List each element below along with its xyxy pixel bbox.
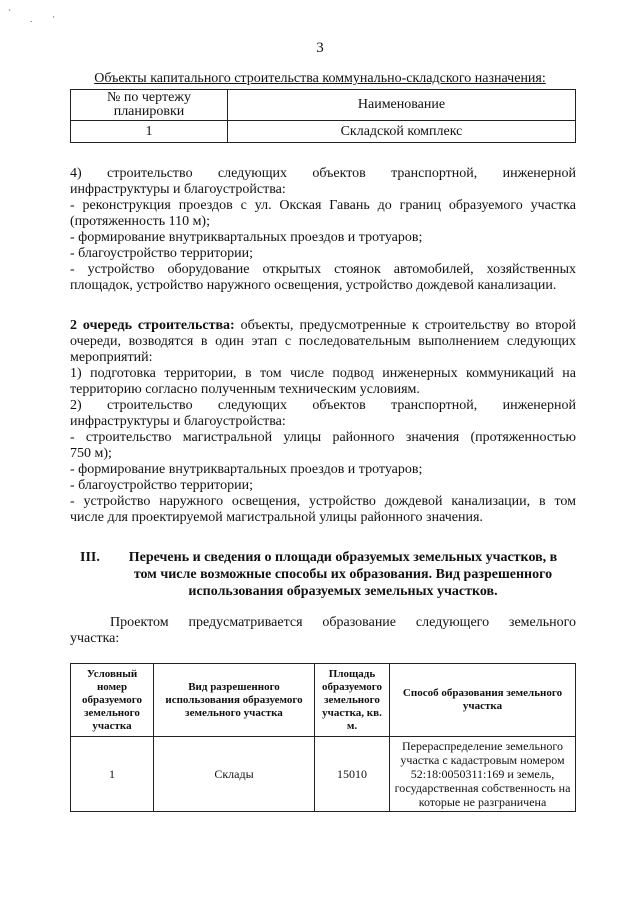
text-line: 1) подготовка территории, в том числе подвод инженерных коммуникаций на	[70, 366, 576, 381]
plots-cell-use: Склады	[154, 737, 315, 812]
text-line: 2 очередь строительства: объекты, предусмотренные к строительству во второй	[70, 318, 576, 333]
text-line: - реконструкция проездов с ул. Окская Гавань до границ образуемого участка	[70, 198, 576, 213]
section-4-block	[70, 166, 576, 294]
objects-table	[70, 89, 576, 143]
heading-line: том числе возможные способы их образования. Вид разрешенного	[133, 567, 553, 582]
text-line: - благоустройство территории;	[70, 478, 253, 493]
plots-header-number: Условный номер образуемого земельного участка	[71, 664, 154, 737]
text-line: Проектом предусматривается образование следующего земельного	[110, 615, 576, 630]
text-line: территорию согласно полученным техническим условиям.	[70, 382, 420, 397]
text-line: - благоустройство территории;	[70, 246, 253, 261]
plots-header-area: Площадь образуемого земельного участка, кв. м.	[315, 664, 390, 737]
objects-header-number: № по чертежу планировки	[71, 90, 228, 121]
plots-table	[70, 663, 576, 812]
text-line: участка:	[70, 631, 120, 646]
objects-cell-name: Складской комплекс	[228, 121, 576, 143]
text-line: площадок, устройство наружного освещения, устройство дождевой канализации.	[70, 278, 557, 293]
text-line: - формирование внутриквартальных проездов и тротуаров;	[70, 230, 423, 245]
plots-cell-method: Перераспределение земельного участка с кадастровым номером 52:18:0050311:169 и земель, государственная собственность на которые не разграничена	[390, 737, 576, 812]
table-row	[71, 737, 576, 812]
text-line: 4) строительство следующих объектов транспортной, инженерной	[70, 166, 576, 181]
text-line: 750 м);	[70, 446, 112, 461]
text-line: числе для проектируемой магистральной улицы районного значения.	[70, 510, 483, 525]
objects-cell-number: 1	[71, 121, 228, 143]
text-line: инфраструктуры и благоустройства:	[70, 414, 286, 429]
heading-line: использования образуемых земельных участков.	[188, 584, 498, 599]
text-line: инфраструктуры и благоустройства:	[70, 182, 286, 197]
plots-cell-number: 1	[71, 737, 154, 812]
objects-caption: Объекты капитального строительства коммунально-складского назначения:	[94, 71, 546, 86]
text-line: - устройство наружного освещения, устройство дождевой канализации, в том	[70, 494, 576, 509]
table-row	[71, 121, 576, 143]
plots-cell-area: 15010	[315, 737, 390, 812]
plots-header-use: Вид разрешенного использования образуемого земельного участка	[154, 664, 315, 737]
text-line: - устройство оборудование открытых стоянок автомобилей, хозяйственных	[70, 262, 576, 277]
text-line: (протяженность 110 м);	[70, 214, 210, 229]
intro-paragraph	[70, 615, 576, 647]
stage-2-block	[70, 318, 576, 526]
page-number: 3	[316, 40, 324, 56]
objects-header-name: Наименование	[228, 90, 576, 121]
section-3-heading	[70, 549, 576, 600]
document-page: ` . · 3 Объекты капитального строительства коммунально-складского назначения: № по чертежу планировки Наименование 1 Складской комплекс 4) строительство следующих объектов транспортной, инженерной инфраструктуры и благоустройства: - реконструкция проездов с ул. Окская Гавань до границ образуемого участка (протяженность 110 м); - формирование внутриквартальных проездов и тротуаров; - благоустройство территории; - устройство оборудование открытых стоянок автомобилей, хозяйственных площадок, устройство наружного освещения, устройство дождевой канализации. 2 очередь строительства: объекты, предусмотренные к строительству во второй очереди, возводятся в один этап с последовательным выполнением следующих мероприятий: 1) подготовка территории, в том числе подвод инженерных коммуникаций на территорию согласно полученным техническим условиям. 2) строительство следующих объектов транспортной, инженерной инфраструктуры и благоустройства: - строительство магистральной улицы районного значения (протяженностью 750 м); - формирование внутриквартальных проездов и тротуаров; - благоустройство территории; - устройство наружного освещения, устройство дождевой канализации, в том числе для проектируемой магистральной улицы районного значения. III. Перечень и сведения о площади образуемых земельных участков, в том числе возможные способы их образования. Вид разрешенного использования образуемых земельных участков. Проектом предусматривается образование следующего земельного участка: Условный номер образуемого земельного участка Вид разрешенного использования образуемого земельного участка Площадь образуемого земельного участка, кв. м. Способ образования земельного участка 1 Склады 15010 Перераспределение земельного участка с кадастровым номером 52:18:0050311:169 и земель, государственная собственность на которые не разграничена	[0, 0, 640, 905]
text-line: - формирование внутриквартальных проездов и тротуаров;	[70, 462, 423, 477]
section-3-number: III.	[80, 550, 100, 565]
stage-2-title: 2 очередь строительства:	[70, 318, 235, 333]
text-line: очереди, возводятся в один этап с последовательным выполнением следующих	[70, 334, 576, 349]
heading-line: Перечень и сведения о площади образуемых земельных участков, в	[128, 550, 558, 565]
plots-header-method: Способ образования земельного участка	[390, 664, 576, 737]
text-line: - строительство магистральной улицы районного значения (протяженностью	[70, 430, 576, 445]
text-line: 2) строительство следующих объектов транспортной, инженерной	[70, 398, 576, 413]
text-line: мероприятий:	[70, 350, 153, 365]
